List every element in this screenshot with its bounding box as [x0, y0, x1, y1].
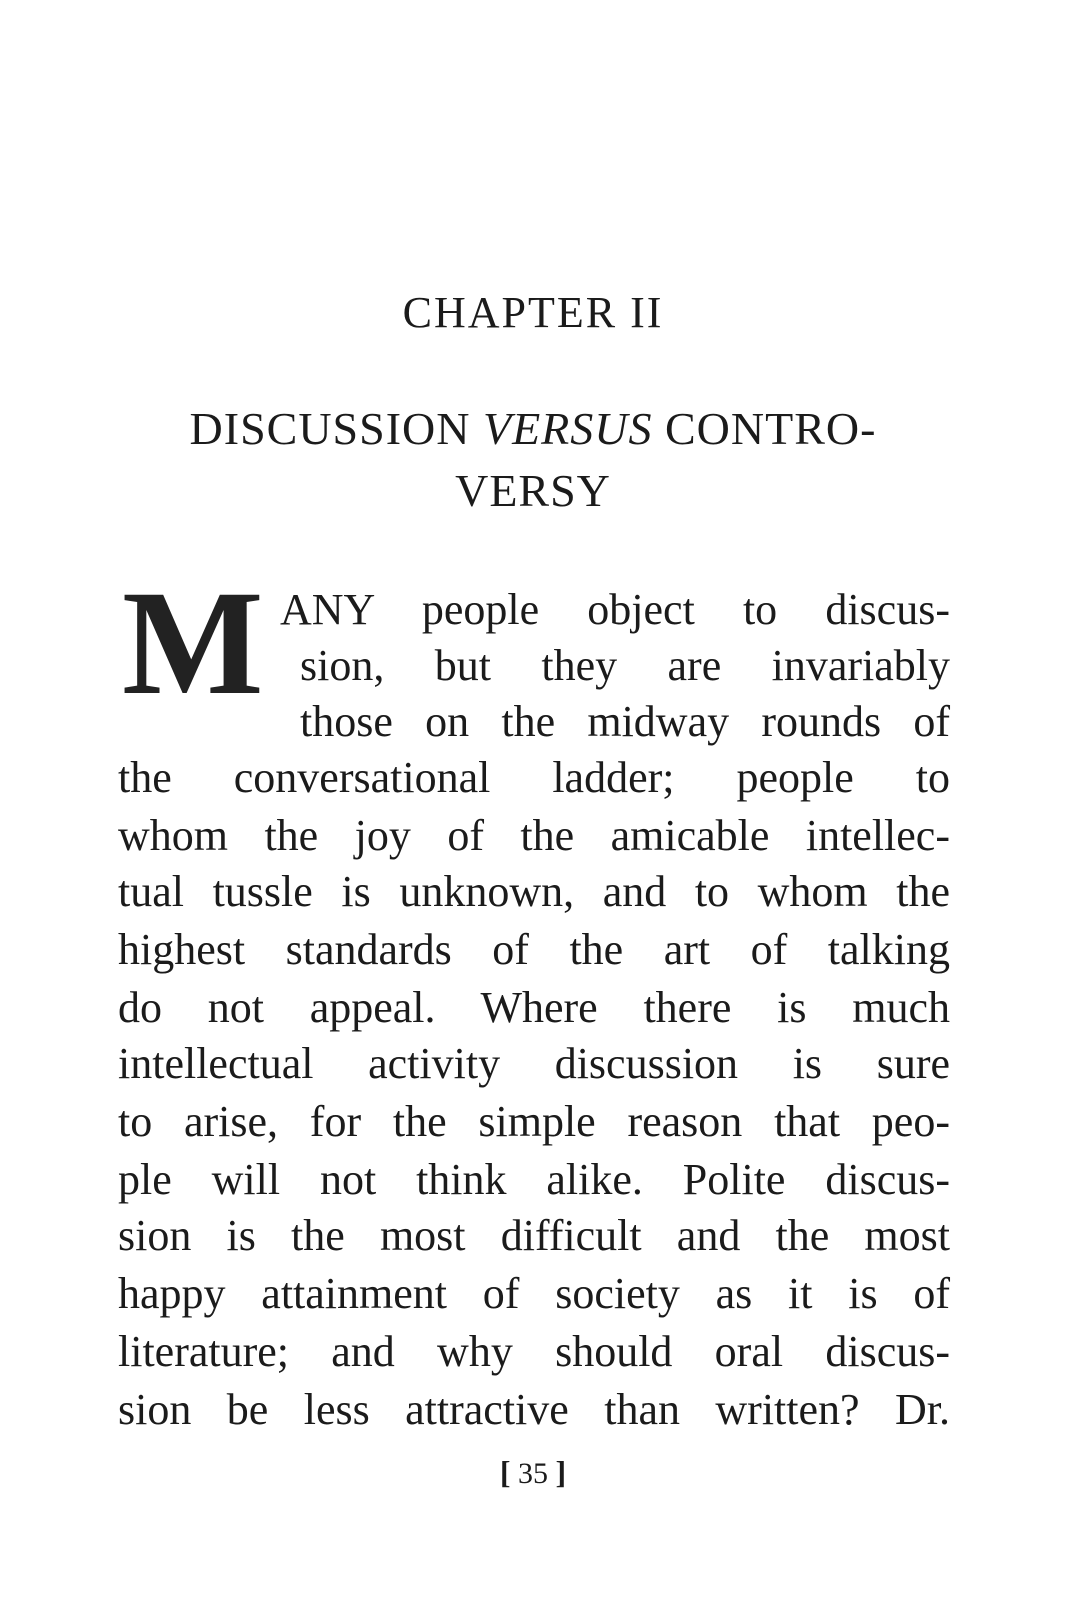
chapter-title-line-1 [110, 398, 956, 460]
body-line: to arise, for the simple reason that peo- [118, 1097, 950, 1146]
body-line: ANY people object to discus- [280, 585, 950, 634]
body-line: whom the joy of the amicable intellec- [118, 811, 950, 860]
body-line: sion be less attractive than written? Dr. [118, 1385, 950, 1434]
body-line: do not appeal. Where there is much [118, 983, 950, 1032]
body-line: highest standards of the art of talking [118, 925, 950, 974]
chapter-title-line-2: VERSY [455, 465, 611, 516]
body-line: ple will not think alike. Polite discus- [118, 1155, 950, 1204]
body-line: happy attainment of society as it is of [118, 1269, 950, 1318]
page-number-open-bracket: [ [499, 1454, 511, 1490]
drop-cap: M [122, 560, 262, 726]
body-line: tual tussle is unknown, and to whom the [118, 867, 950, 916]
chapter-heading: CHAPTER II [402, 288, 664, 337]
chapter-title [110, 398, 956, 522]
body-line: sion is the most difficult and the most [118, 1211, 950, 1260]
page-number-close-bracket: ] [555, 1454, 567, 1490]
body-line: intellectual activity discussion is sure [118, 1039, 950, 1088]
body-line: literature; and why should oral discus- [118, 1327, 950, 1376]
chapter-title-part-1: DISCUSSION [189, 403, 483, 454]
chapter-title-part-2: CONTRO- [652, 403, 877, 454]
body-line: the conversational ladder; people to [118, 753, 950, 802]
page-number [0, 1452, 1066, 1494]
body-line: those on the midway rounds of [300, 697, 950, 746]
page-number-value: 35 [518, 1457, 548, 1490]
body-line: sion, but they are invariably [300, 641, 950, 690]
chapter-title-italic: VERSUS [482, 403, 653, 454]
